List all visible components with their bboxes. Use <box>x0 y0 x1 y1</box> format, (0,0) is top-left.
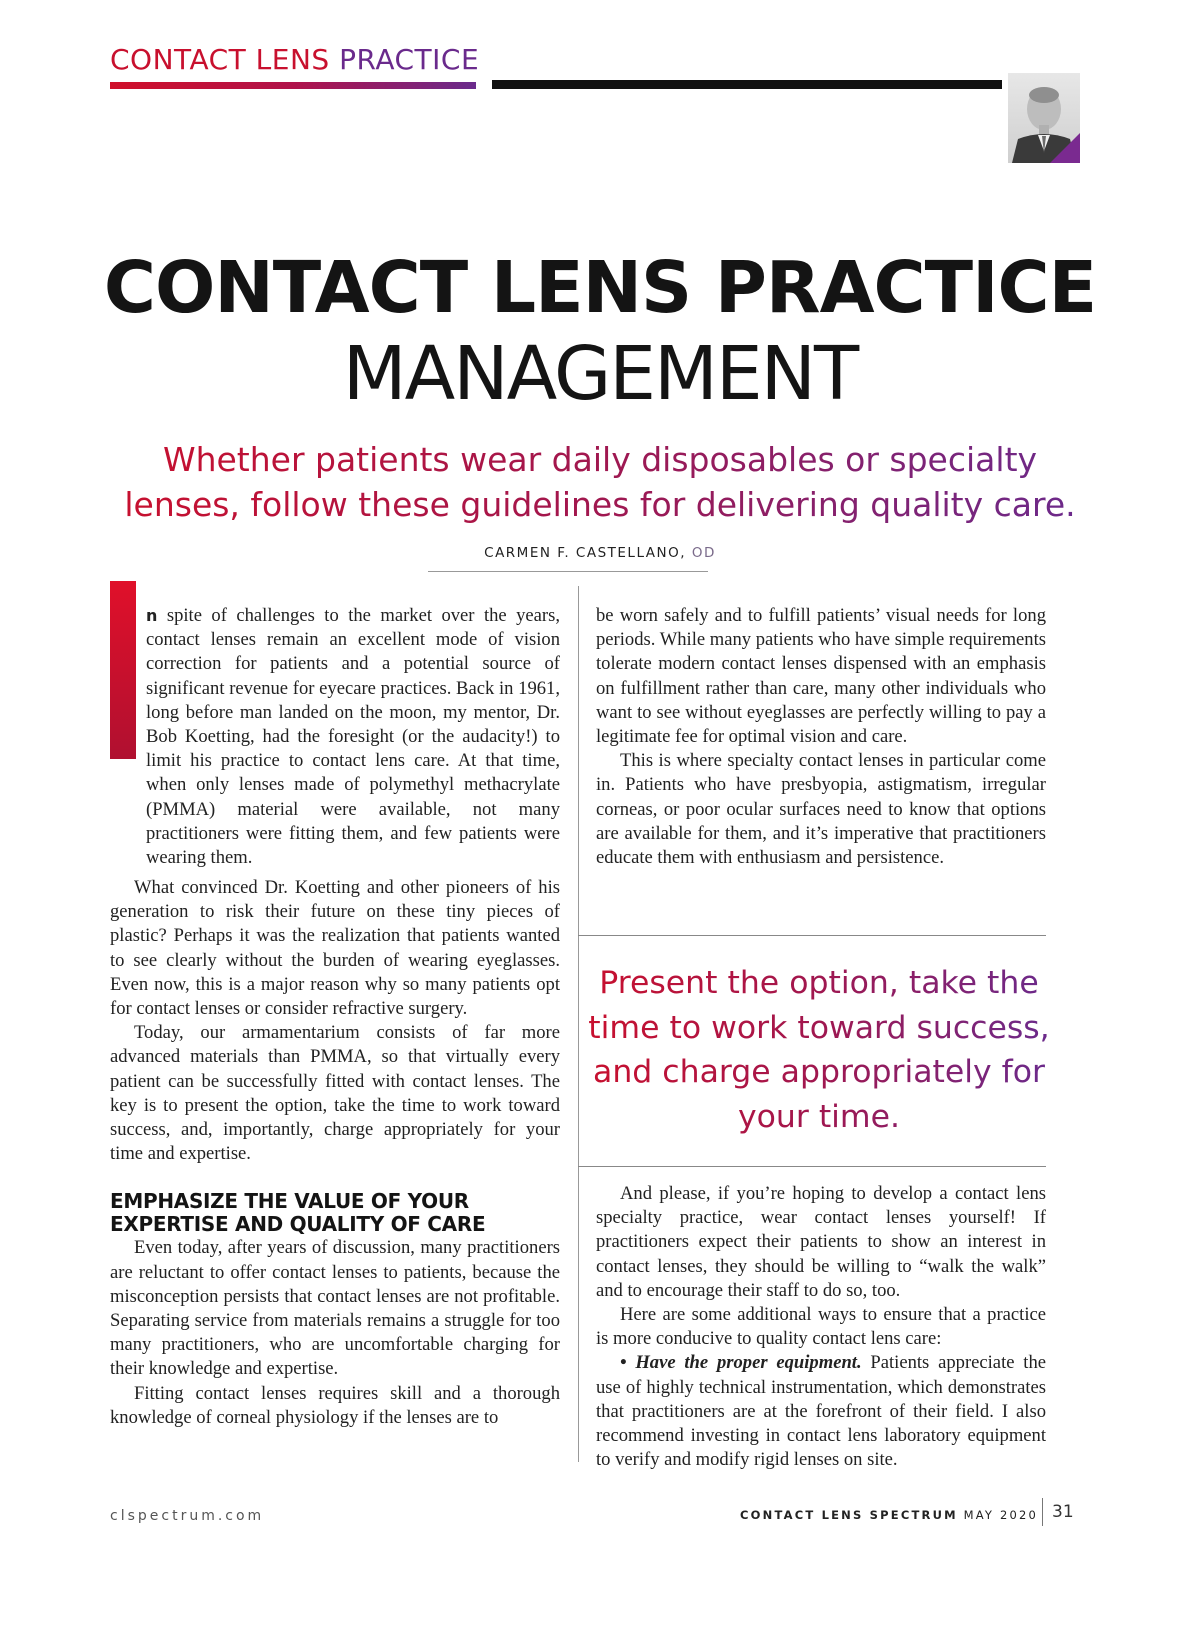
author-photo-accent <box>1050 133 1080 163</box>
byline <box>420 545 780 561</box>
article-title-line2: MANAGEMENT <box>342 331 858 417</box>
footer-issue: MAY 2020 <box>957 1508 1039 1522</box>
paragraph: Here are some additional ways to ensure that a practice is more conducive to quality contact lens care: <box>596 1304 1046 1350</box>
header-rule <box>492 80 1002 89</box>
pull-quote-rule-bottom <box>578 1166 1046 1167</box>
byline-rule <box>428 571 708 572</box>
section-label <box>110 43 480 76</box>
paragraph: And please, if you’re hoping to develop a contact lens specialty practice, wear contact lenses yourself! If practitioners expect their patients to show an interest in contact lenses, they should be willing to “walk the walk” and to encourage their staff to do so, too. <box>596 1183 1046 1301</box>
left-column <box>110 604 560 870</box>
paragraph: Fitting contact lenses requires skill and a thorough knowledge of corneal physiology if the lenses are to <box>110 1382 560 1428</box>
footer-website: clspectrum.com <box>110 1508 265 1524</box>
bullet-text: Patients appreciate the use of highly technical instrumentation, which demonstrates that practitioners are at the forefront of their field. I also recommend investing in contact lens laboratory equipment to verify and modify rigid lenses on site. <box>596 1352 1047 1471</box>
section-subhead: EMPHASIZE THE VALUE OF YOUR EXPERTISE AND QUALITY OF CARE <box>110 1189 486 1237</box>
paragraph-intro-text: spite of challenges to the market over the years, contact lenses remain an excellent mode of vision correction for patients and a potential source of significant revenue for eyecare practices. Back in 1961, long before man landed on the moon, my mentor, Dr. Bob Koetting, had the foresight (or the audacity!) to limit his practice to contact lens care. At that time, when only lenses made of polymethyl methacrylate (PMMA) material were available, not many practitioners were fitting them, and few patients were wearing them. <box>146 605 560 869</box>
author-credential: OD <box>686 545 716 561</box>
paragraph: be worn safely and to fulfill patients’ visual needs for long periods. While many patients who have simple requirements tolerate modern contact lenses dispensed with an emphasis on fulfillment rather than care, many other individuals who want to see without eyeglasses are perfectly willing to pay a legitimate fee for optimal vision and care. <box>596 605 1046 748</box>
footer-publication <box>740 1508 1039 1522</box>
left-column-continued <box>110 876 560 1430</box>
bullet-lead: • Have the proper equipment. <box>620 1352 862 1374</box>
pull-quote-rule-top <box>578 935 1046 936</box>
lead-word: n <box>146 606 158 625</box>
pull-quote: Present the option, take the time to work toward success, and charge appropriately for your time. <box>586 961 1052 1139</box>
paragraph: Even today, after years of discussion, many practitioners are reluctant to offer contact lenses to patients, because the misconception persists that contact lenses are not profitable. Separating service from materials remains a struggle for too many practitioners, who are uncomfortable charging for their knowledge and expertise. <box>110 1237 560 1380</box>
author-photo <box>1008 73 1080 163</box>
column-divider <box>578 586 579 1462</box>
footer-publication-name: CONTACT LENS SPECTRUM <box>740 1508 958 1522</box>
paragraph: Today, our armamentarium consists of far more advanced materials than PMMA, so that virtually every patient can be successfully fitted with contact lenses. The key is to present the option, take the time to work toward success, and, importantly, charge appropriately for your time and expertise. <box>110 1022 560 1165</box>
paragraph-intro-start <box>110 604 560 870</box>
footer-rule <box>1042 1498 1043 1526</box>
section-label-word1: CONTACT LENS <box>110 43 330 76</box>
article-title-line1: CONTACT LENS PRACTICE <box>103 246 1097 329</box>
paragraph: What convinced Dr. Koetting and other pioneers of his generation to risk their future on these tiny pieces of plastic? Perhaps it was the realization that patients wanted to see clearly without the burden of wearing eyeglasses. Even now, this is a major reason why so many patients opt for contact lenses or consider refractive surgery. <box>110 877 560 1020</box>
section-label-word2: PRACTICE <box>339 43 480 76</box>
bullet-paragraph <box>596 1351 1046 1472</box>
paragraph: This is where specialty contact lenses in particular come in. Patients who have presbyopia, astigmatism, irregular corneas, or poor ocular surfaces need to know that options are available for them, and it’s imperative that practitioners educate them with enthusiasm and persistence. <box>596 750 1046 869</box>
right-column-top <box>596 604 1046 870</box>
article-deck: Whether patients wear daily disposables or specialty lenses, follow these guidelines for delivering quality care. <box>110 437 1090 527</box>
right-column-bottom <box>596 1182 1046 1472</box>
section-label-underline <box>110 82 476 89</box>
author-name: CARMEN F. CASTELLANO, <box>484 545 687 561</box>
page-number: 31 <box>1052 1502 1074 1522</box>
